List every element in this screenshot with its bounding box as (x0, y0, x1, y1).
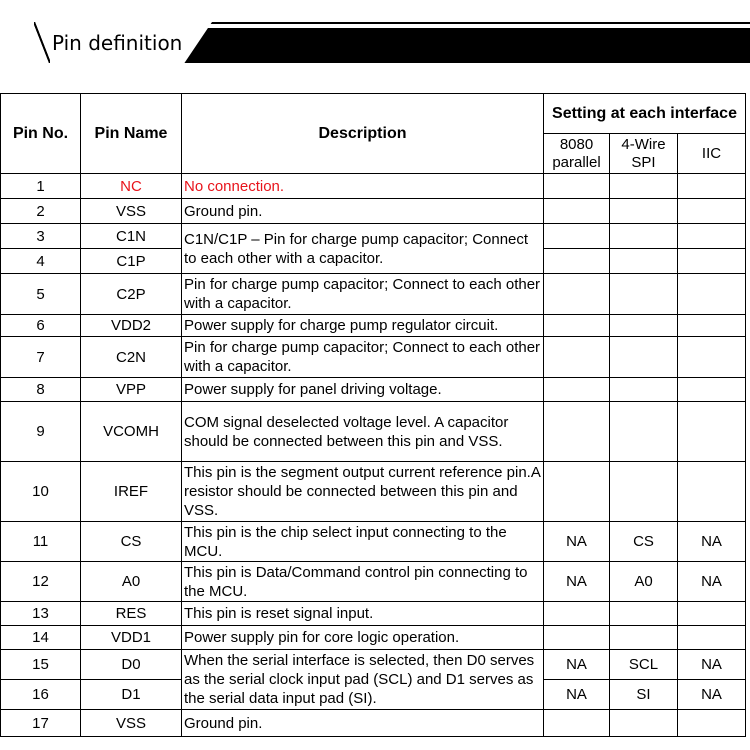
setting-spi (610, 337, 678, 378)
setting-8080 (544, 249, 610, 274)
pin-no: 8 (1, 378, 81, 402)
table-row (1, 337, 746, 378)
pin-no: 12 (1, 562, 81, 602)
table-row (1, 522, 746, 562)
pin-no: 5 (1, 274, 81, 315)
table-row (1, 602, 746, 626)
table-row (1, 174, 746, 199)
setting-8080 (544, 402, 610, 462)
header-iic: IIC (678, 134, 746, 174)
setting-iic: NA (678, 680, 746, 710)
pin-no: 13 (1, 602, 81, 626)
pin-description: This pin is Data/Command control pin connecting to the MCU. (182, 562, 544, 602)
setting-iic (678, 174, 746, 199)
pin-name: VPP (81, 378, 182, 402)
setting-8080 (544, 199, 610, 224)
setting-8080 (544, 337, 610, 378)
pin-name: C2P (81, 274, 182, 315)
setting-iic (678, 626, 746, 650)
pin-no: 14 (1, 626, 81, 650)
pin-name: D1 (81, 680, 182, 710)
pin-no: 11 (1, 522, 81, 562)
pin-description: Power supply for panel driving voltage. (182, 378, 544, 402)
setting-spi: A0 (610, 562, 678, 602)
header-8080-parallel: 8080 parallel (544, 134, 610, 174)
setting-spi: SI (610, 680, 678, 710)
pin-description: This pin is the segment output current reference pin.A resistor should be connected between this pin and VSS. (182, 462, 544, 522)
table-row (1, 199, 746, 224)
setting-spi (610, 274, 678, 315)
pin-name: VDD1 (81, 626, 182, 650)
setting-8080: NA (544, 562, 610, 602)
pin-name: VDD2 (81, 315, 182, 337)
setting-iic (678, 249, 746, 274)
setting-spi (610, 174, 678, 199)
pin-no: 16 (1, 680, 81, 710)
table-row (1, 402, 746, 462)
setting-iic: NA (678, 562, 746, 602)
setting-8080 (544, 315, 610, 337)
setting-8080 (544, 462, 610, 522)
pin-description: Ground pin. (182, 710, 544, 737)
pin-name: VSS (81, 710, 182, 737)
setting-spi: CS (610, 522, 678, 562)
setting-8080 (544, 274, 610, 315)
pin-definition-table (0, 93, 746, 737)
table-row (1, 650, 746, 680)
setting-spi (610, 378, 678, 402)
pin-description: Pin for charge pump capacitor; Connect to each other with a capacitor. (182, 274, 544, 315)
pin-no: 15 (1, 650, 81, 680)
setting-8080 (544, 174, 610, 199)
setting-iic (678, 402, 746, 462)
setting-spi (610, 710, 678, 737)
setting-8080 (544, 626, 610, 650)
pin-no: 2 (1, 199, 81, 224)
pin-no: 6 (1, 315, 81, 337)
pin-name: CS (81, 522, 182, 562)
setting-8080: NA (544, 680, 610, 710)
pin-description: Ground pin. (182, 199, 544, 224)
setting-iic (678, 378, 746, 402)
pin-name: C1P (81, 249, 182, 274)
pin-description: This pin is reset signal input. (182, 602, 544, 626)
setting-spi (610, 315, 678, 337)
pin-no: 9 (1, 402, 81, 462)
pin-no: 4 (1, 249, 81, 274)
setting-spi (610, 602, 678, 626)
pin-name: RES (81, 602, 182, 626)
pin-no: 10 (1, 462, 81, 522)
pin-description: No connection. (182, 174, 544, 199)
pin-description: COM signal deselected voltage level. A capacitor should be connected between this pin and VSS. (182, 402, 544, 462)
table-row (1, 562, 746, 602)
pin-name: C1N (81, 224, 182, 249)
pin-name: VCOMH (81, 402, 182, 462)
pin-name: D0 (81, 650, 182, 680)
setting-spi (610, 626, 678, 650)
setting-8080 (544, 710, 610, 737)
pin-description: Power supply pin for core logic operation. (182, 626, 544, 650)
header-interface-setting: Setting at each interface (544, 94, 746, 134)
setting-iic (678, 224, 746, 249)
pin-name: IREF (81, 462, 182, 522)
setting-iic (678, 274, 746, 315)
table-row (1, 274, 746, 315)
table-row (1, 710, 746, 737)
table-row (1, 462, 746, 522)
setting-spi (610, 462, 678, 522)
setting-spi (610, 199, 678, 224)
pin-name: NC (81, 174, 182, 199)
pin-no: 7 (1, 337, 81, 378)
setting-spi: SCL (610, 650, 678, 680)
pin-description: When the serial interface is selected, then D0 serves as the serial clock input pad (SCL) and D1 serves as the serial data input pad (SI). (182, 650, 544, 710)
pin-description: Power supply for charge pump regulator circuit. (182, 315, 544, 337)
pin-no: 1 (1, 174, 81, 199)
setting-8080: NA (544, 522, 610, 562)
pin-no: 3 (1, 224, 81, 249)
setting-iic (678, 337, 746, 378)
header-pin-name: Pin Name (81, 94, 182, 174)
setting-spi (610, 224, 678, 249)
header-pin-no: Pin No. (1, 94, 81, 174)
setting-8080 (544, 224, 610, 249)
pin-name: A0 (81, 562, 182, 602)
table-row (1, 626, 746, 650)
header-row (1, 94, 746, 134)
setting-iic (678, 462, 746, 522)
table-row (1, 378, 746, 402)
setting-iic (678, 315, 746, 337)
setting-iic (678, 602, 746, 626)
pin-name: C2N (81, 337, 182, 378)
setting-spi (610, 249, 678, 274)
pin-no: 17 (1, 710, 81, 737)
table-row (1, 224, 746, 249)
setting-iic (678, 710, 746, 737)
setting-iic (678, 199, 746, 224)
setting-8080 (544, 602, 610, 626)
pin-name: VSS (81, 199, 182, 224)
pin-description: This pin is the chip select input connecting to the MCU. (182, 522, 544, 562)
setting-8080 (544, 378, 610, 402)
pin-description: C1N/C1P – Pin for charge pump capacitor; Connect to each other with a capacitor. (182, 224, 544, 274)
setting-spi (610, 402, 678, 462)
header-4wire-spi: 4-Wire SPI (610, 134, 678, 174)
table-row (1, 315, 746, 337)
pin-description: Pin for charge pump capacitor; Connect to each other with a capacitor. (182, 337, 544, 378)
page-title: Pin definition (52, 31, 183, 55)
setting-iic: NA (678, 522, 746, 562)
header-description: Description (182, 94, 544, 174)
setting-8080: NA (544, 650, 610, 680)
banner-slant-mark (34, 22, 50, 63)
setting-iic: NA (678, 650, 746, 680)
